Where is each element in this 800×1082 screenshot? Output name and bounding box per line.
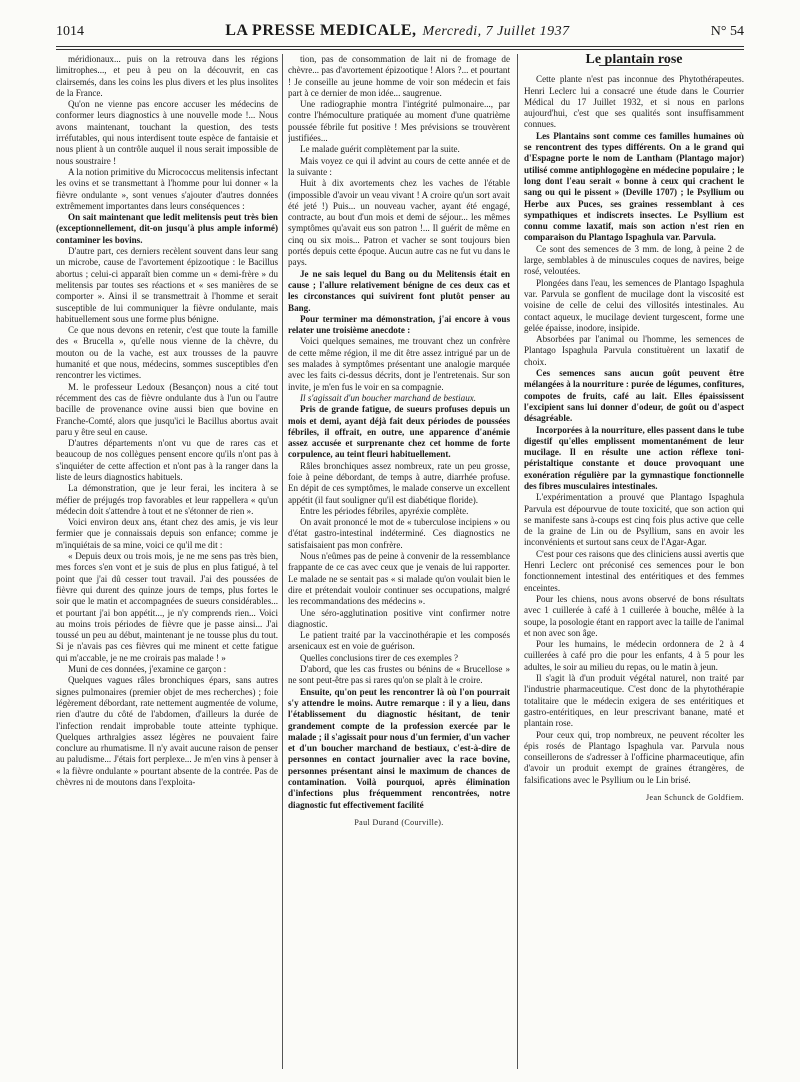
paragraph: Plongées dans l'eau, les semences de Plantago Ispaghula var. Parvula se gonflent de mucilage dont la viscosité est voisine de celle de celui des villosités intestinales. Au contact aqueux, le mucilage devient turgescent, forme une gelée épaisse, inodore, insipide. (524, 277, 744, 333)
paragraph: Pour ceux qui, trop nombreux, ne peuvent récolter les épis rosés de Plantago Ispaghula var. Parvula nous conseillerons de s'adresser à l'officine pharmaceutique, afin d'avoir un produit exempt de graines étrangères, de falsifications avec le Psyllium ou le Lin brisé. (524, 729, 744, 785)
paragraph: « Depuis deux ou trois mois, je ne me sens pas très bien, mes forces s'en vont et je suis de plus en plus fatigué, à tel point que j'ai dû cesser tout travail. J'ai des poussées de fièvre qui durent des quinze jours de temps, plus fortes le soir que le matin et accompagnées de sueurs considérables... et pourtant j'ai bon appétit..., je n'y comprends rien... Voici au moins trois périodes de fièvre que je passe ainsi... J'ai toussé un peu au début, maintenant je ne tousse plus du tout. Si je n'avais pas ces fièvres qui me minent et cette fatigue qui m'accable, je ne me croirais pas malade ! » (56, 551, 278, 663)
column-2 (288, 54, 510, 1069)
page-header (56, 22, 744, 44)
paragraph: Une séro-agglutination positive vint confirmer notre diagnostic. (288, 607, 510, 629)
paragraph: Les Plantains sont comme ces familles humaines où se rencontrent des types différents. On a le grand qui d'Espagne porte le nom de Lantham (Plantago major) utilisé comme antiphlogogène en médecine populaire ; le long dont l'eau serait « bonne à ceux qui crachent le sang ou qui le pissent » (Deville 1707) ; le Psyllium ou Herbe aux Puces, ses graines ressemblant à ces sympathiques et indiscrets insectes. Le Psyllium est connu comme laxatif, mais son action n'est rien en comparaison du Plantago Ispaghula var. Parvula. (524, 130, 744, 243)
paragraph: Mais voyez ce qui il advint au cours de cette année et de la suivante : (288, 155, 510, 177)
paragraph: La démonstration, que je leur ferai, les incitera à se méfier de préjugés trop favorables et leur rappellera « qu'un médecin doit s'attendre à tout et ne s'étonner de rien ». (56, 483, 278, 516)
paragraph: Pris de grande fatigue, de sueurs profuses depuis un mois et demi, ayant déjà fait deux périodes de poussées fébriles, il offrait, en outre, une apparence d'anémie assez accusée et surprenante chez cet homme de forte corpulence, au teint fleuri habituellement. (288, 404, 510, 460)
paragraph: Muni de ces données, j'examine ce garçon : (68, 664, 227, 675)
column-3 (524, 54, 744, 1069)
paragraph: Râles bronchiques assez nombreux, rate un peu grosse, foie à peine débordant, de temps à autre, diarrhée profuse. En dépit de ces symptômes, le malade conserve un excellent appétit (il faut souligner qu'il est diabétique floride). (288, 460, 510, 505)
paragraph: Ce sont des semences de 3 mm. de long, à peine 2 de large, semblables à de minuscules coques de navires, beige rosé, veloutées. (524, 243, 744, 277)
header-rule (56, 46, 744, 50)
paragraph: Entre les périodes fébriles, apyréxie complète. (300, 505, 469, 516)
paragraph: Incorporées à la nourriture, elles passent dans le tube digestif qu'elles emplissent momentanément de leur mucilage. Il en résulte une action réflexe toni-péristaltique constante et douce provoquant une exonération régulière par la gymnastique fonctionnelle des fibres musculaires intestinales. (524, 424, 744, 491)
column-divider (517, 54, 518, 1069)
page-number: 1014 (56, 24, 84, 39)
paragraph: Absorbées par l'animal ou l'homme, les semences de Plantago Ispaghula Parvula constituèrent un laxatif de choix. (524, 334, 744, 367)
paragraph: Quelles conclusions tirer de ces exemples ? (300, 652, 459, 663)
paragraph: Ce que nous devons en retenir, c'est que toute la famille des « Brucella », qu'elle nous vienne de la chèvre, du mouton ou de la vache, est aux trousses de la pauvre humanité et que nous, médecins, sommes susceptibles d'en rencontrer les victimes. (56, 325, 278, 381)
paragraph: Nous n'eûmes pas de peine à convenir de la ressemblance frappante de ce cas avec ceux que je venais de lui rapporter. Le malade ne se sentait pas « si malade qu'on voulait bien le dire et prétendait vouloir continuer ses occupations, malgré les recommandations des médecins ». (288, 551, 510, 607)
column-1 (56, 54, 278, 1069)
paragraph: Une radiographie montra l'intégrité pulmonaire..., par contre l'hémoculture pratiquée au moment d'une quatrième poussée fébrile fut positive ! Mes prévisions se trouvèrent justifiées... (288, 99, 510, 144)
issue-number: N° 54 (710, 24, 744, 39)
paragraph: Voici environ deux ans, étant chez des amis, je vis leur fermier que je connaissais depuis son enfance; comme je m'inquiétais de sa mine, voici ce qu'il me dit : (56, 517, 278, 550)
paragraph: C'est pour ces raisons que des cliniciens aussi avertis que Henri Leclerc ont préconisé ces semences pour le bon fonctionnement intestinal des entéritiques et des femmes enceintes. (524, 548, 744, 593)
paragraph: Quelques vagues râles bronchiques épars, sans autres signes pulmonaires (premier objet de mes recherches) ; foie légèrement débordant, rate nettement augmentée de volume, rien d'autre du côté de l'abdomen, d'ailleurs la durée de l'infection rendait improbable toute atteinte typhique. Quelques arthralgies assez légères ne pouvaient faire conclure au rhumatisme. Il n'y avait aucune raison de penser au paludisme... J'étais fort perplexe... Je m'en vins à penser à « la fièvre ondulante » pourtant absente de la contrée. Pas de chèvres ni de moutons dans l'exploita- (56, 675, 278, 787)
paragraph: tion, pas de consommation de lait ni de fromage de chèvre... pas d'avortement épizootique ! Alors ?... et pourtant ! Je conseille au jeune homme de voir son médecin et fais part à ce dernier de mon idée... saugrenue. (288, 54, 510, 98)
paragraph: Je ne sais lequel du Bang ou du Melitensis était en cause ; l'allure relativement bénigne de ces deux cas et les circonstances qui suivirent font plutôt penser au Bang. (288, 268, 510, 313)
paragraph: Il s'agit là d'un produit végétal naturel, non traité par l'industrie pharmaceutique. C'est donc de la phytothérapie totalitaire que le médecin exigera de ses entéritiques et gastro-entéritiques, en leur prescrivant banane, maté et plantain rose. (524, 673, 744, 729)
paragraph: D'autres départements n'ont vu que de rares cas et beaucoup de nos collègues pensent encore qu'ils n'ont pas à s'inquiéter de cette affection et n'ont pas à la ranger dans la liste de leurs diagnostics habituels. (56, 438, 278, 482)
paragraph: L'expérimentation a prouvé que Plantago Ispaghula Parvula est dépourvue de toute toxicité, que son action qui se manifeste sans à-coups est cinq fois plus active que celle de la graine de Lin ou de Psyllium, sans en avoir les inconvénients et surtout sans ceux de l'Agar-Agar. (524, 492, 744, 548)
paragraph: Cette plante n'est pas inconnue des Phytothérapeutes. Henri Leclerc lui a consacré une étude dans le Courrier Médical du 17 Juillet 1932, et si nous en parlons aujourd'hui, c'est que ses qualités sont insuffisamment connues. (524, 74, 744, 130)
paragraph: A la notion primitive du Micrococcus melitensis infectant les ovins et se transmettant à l'homme pour lui donner « la fièvre ondulante », sont venues s'ajouter d'autres données extrêmement importantes dans leurs conséquences : (56, 166, 278, 211)
paragraph: Ensuite, qu'on peut les rencontrer là où l'on pourrait s'y attendre le moins. Autre remarque : il y a lieu, dans l'établissement du diagnostic hésitant, de tenir grandement compte de la profession exercée par le malade ; il s'agissait pour nous d'un fermier, d'un vacher et d'un boucher marchand de bestiaux, c'est-à-dire de personnes en contact journalier avec la race bovine, personnes présentant ainsi le maximum de chances de contamination. Voilà pourquoi, après élimination d'infections plus fréquemment rencontrées, notre diagnostic fut effectivement facilité (288, 686, 510, 810)
paragraph: Pour les humains, le médecin ordonnera de 2 à 4 cuillerées à café pro die pour les enfants, 4 à 5 pour les adultes, le soir au milieu du repas, ou le matin à jeun. (524, 639, 744, 672)
column-divider (282, 54, 283, 1069)
paragraph: D'autre part, ces derniers recèlent souvent dans leur sang un microbe, cause de l'avortement épizootique : le Bacillus abortus ; celui-ci apparaît bien comme un « demi-frère » du melitensis par toutes ses réactions et « ses manières de se comporter ». Ainsi il se transmettrait à l'homme et serait susceptible de lui communiquer la fièvre ondulante, mais habituellement sous une forme plus bénigne. (56, 246, 278, 324)
paragraph: Voici quelques semaines, me trouvant chez un confrère de cette même région, il me dit être assez intrigué par un de ses malades à symptômes présentant une analogie marquée avec les faits ci-dessus décrits, dont je l'entretenais. Sur son invite, je m'en fus le voir en sa compagnie. (288, 336, 510, 392)
paragraph: M. le professeur Ledoux (Besançon) nous a cité tout récemment des cas de fièvre ondulante dus à l'un ou l'autre bacille de provenance ovine aussi bien que bovine en Franche-Comté, alors que jusqu'ici le Bacillus abortus avait paru y être seul en cause. (56, 381, 278, 437)
paragraph: On avait prononcé le mot de « tuberculose incipiens » ou d'état gastro-intestinal indéterminé. Ces diagnostics ne satisfaisaient pas mon confrère. (288, 517, 510, 550)
paragraph: Le patient traité par la vaccinothérapie et les composés arsenicaux est en voie de guérison. (288, 630, 510, 652)
author-signature: Jean Schunck de Goldfiem. (646, 793, 744, 802)
paragraph: D'abord, que les cas frustes ou bénins de « Brucellose » ne sont peut-être pas si rares qu'on se plaît à le croire. (288, 664, 510, 686)
paragraph: Ces semences sans aucun goût peuvent être mélangées à la nourriture : purée de légumes, confitures, compotes de fruits, café au lait. Elles épaississent l'excipient sans lui donner d'odeur, de goût ou d'aspect désagréable. (524, 368, 744, 424)
paragraph: On sait maintenant que ledit melitensis peut très bien (exceptionnellement, dit-on jusqu'à plus ample informé) contaminer les bovins. (56, 212, 278, 245)
paragraph: Il s'agissait d'un boucher marchand de bestiaux. (300, 392, 477, 403)
issue-date: Mercredi, 7 Juillet 1937 (422, 24, 570, 39)
paragraph: Qu'on ne vienne pas encore accuser les médecins de conformer leurs diagnostics à une nouvelle mode !... Nous avons maintenant, touchant la question, des tests irréfutables, qui nous interdisent toute espèce de fantaisie et nous plient à un contrôle auquel il nous serait impossible de nous soustraire ! (56, 99, 278, 166)
paragraph: Le malade guérit complètement par la suite. (300, 144, 460, 155)
article-title: Le plantain rose (585, 54, 683, 67)
journal-name: LA PRESSE MEDICALE, (225, 22, 417, 39)
paragraph: Huit à dix avortements chez les vaches de l'étable (impossible d'avoir un veau vivant ! A croire qu'un sort avait été jeté !) Puis... un nouveau vacher, ayant été engagé, contracte, au bout d'un mois et demi de séjour... les mêmes symptômes qu'avait eus son patron !... Il guérit de même en cinq ou six mois... Patron et vacher se sont toujours bien portés depuis cette époque. Aucun autre cas ne fut vu dans le pays. (288, 178, 510, 268)
paragraph: Pour terminer ma démonstration, j'ai encore à vous relater une troisième anecdote : (288, 313, 510, 336)
journal-title (225, 22, 569, 40)
author-signature: Paul Durand (Courville). (354, 817, 444, 827)
paragraph: méridionaux... puis on la retrouva dans les régions limitrophes..., et peu à peu on la découvrit, en cas clairsemés, dans les coins les plus divers et les plus insolites de la France. (56, 54, 278, 98)
paragraph: Pour les chiens, nous avons observé de bons résultats avec 1 cuillerée à café à 1 cuillerée à bouche, mêlée à la soupe, la posologie étant en rapport avec la taille de l'animal et non avec son âge. (524, 593, 744, 638)
